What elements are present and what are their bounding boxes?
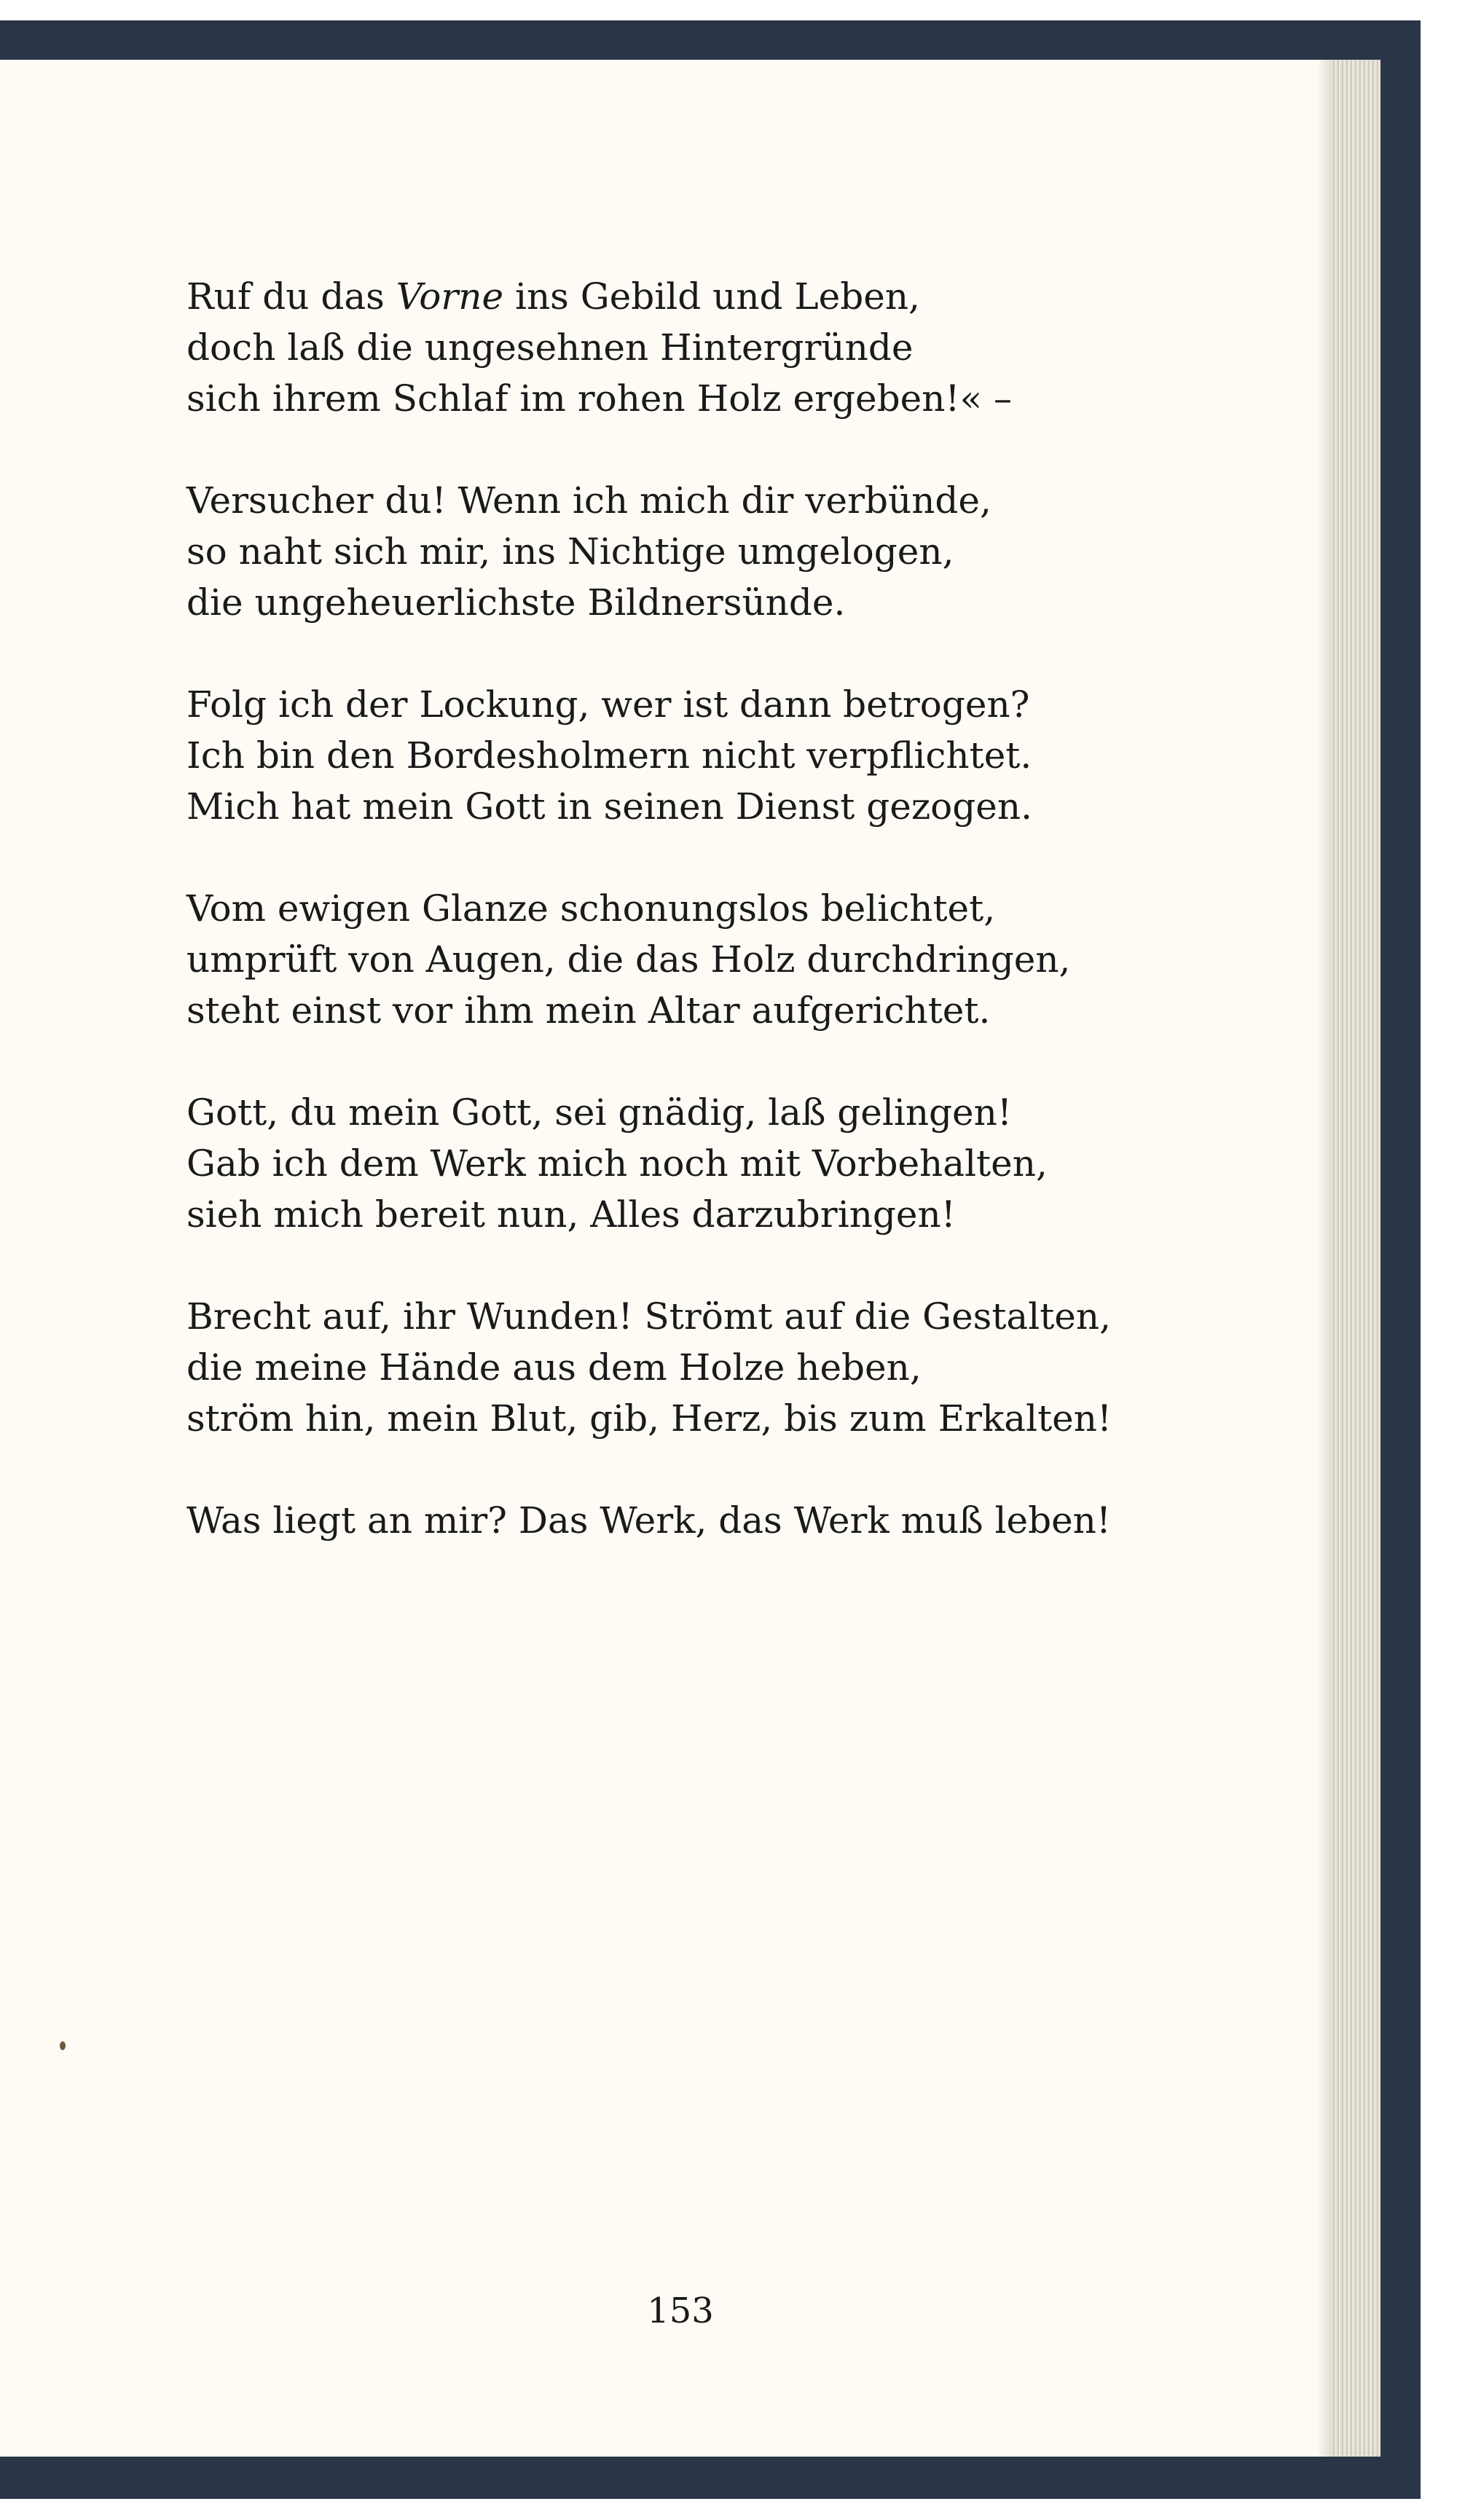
poem-line <box>186 1495 1308 1546</box>
line-text: so naht sich mir, ins Nichtige umgelogen, <box>186 530 954 573</box>
book-cover-bottom-edge <box>0 2457 1421 2499</box>
book-cover-right-edge <box>1381 20 1421 2499</box>
line-text: sich ihrem Schlaf im rohen Holz ergeben!« – <box>186 377 1012 420</box>
line-text: Ruf du das <box>186 275 396 318</box>
poem-line <box>186 1291 1308 1342</box>
poem-line <box>186 526 1308 577</box>
poem-line <box>186 934 1308 985</box>
line-text: Mich hat mein Gott in seinen Dienst gezogen. <box>186 785 1032 828</box>
line-text: Gab ich dem Werk mich noch mit Vorbehalten, <box>186 1142 1048 1185</box>
poem-line <box>186 577 1308 628</box>
poem-line <box>186 781 1308 832</box>
line-text: Ich bin den Bordesholmern nicht verpflichtet. <box>186 734 1032 777</box>
paper-speck <box>60 2041 66 2050</box>
stanza <box>186 679 1308 832</box>
stanza <box>186 1291 1308 1444</box>
poem-line <box>186 1189 1308 1240</box>
poem-line <box>186 1138 1308 1189</box>
line-text: Brecht auf, ihr Wunden! Strömt auf die Gestalten, <box>186 1295 1111 1338</box>
page-edges <box>1332 60 1381 2457</box>
poem-line <box>186 475 1308 526</box>
page-number: 153 <box>647 2291 714 2331</box>
poem-line <box>186 679 1308 730</box>
stanza <box>186 271 1308 424</box>
line-text: Was liegt an mir? Das Werk, das Werk muß leben! <box>186 1499 1111 1542</box>
line-text: sieh mich bereit nun, Alles darzubringen! <box>186 1193 956 1236</box>
line-text: Versucher du! Wenn ich mich dir verbünde, <box>186 479 991 522</box>
line-text: ström hin, mein Blut, gib, Herz, bis zum Erkalten! <box>186 1397 1112 1440</box>
page-gutter-shadow <box>1317 60 1332 2457</box>
poem-line <box>186 322 1308 373</box>
line-text: Gott, du mein Gott, sei gnädig, laß gelingen! <box>186 1091 1012 1134</box>
line-text: die ungeheuerlichste Bildnersünde. <box>186 581 846 624</box>
line-text: die meine Hände aus dem Holze heben, <box>186 1346 922 1389</box>
book-page <box>0 60 1332 2457</box>
line-text-after: ins Gebild und Leben, <box>503 275 920 318</box>
poem-line <box>186 985 1308 1036</box>
stanza <box>186 1495 1308 1546</box>
line-text: umprüft von Augen, die das Holz durchdringen, <box>186 938 1071 981</box>
stanza <box>186 475 1308 628</box>
stanza <box>186 883 1308 1036</box>
poem-text <box>186 271 1308 1597</box>
line-text: steht einst vor ihm mein Altar aufgerichtet. <box>186 989 991 1032</box>
line-text: doch laß die ungesehnen Hintergründe <box>186 326 914 369</box>
poem-line <box>186 271 1308 322</box>
poem-line <box>186 883 1308 934</box>
line-emphasis: Vorne <box>396 275 504 318</box>
stanza <box>186 1087 1308 1240</box>
poem-line <box>186 1393 1308 1444</box>
poem-line <box>186 1342 1308 1393</box>
poem-line <box>186 373 1308 424</box>
poem-line <box>186 730 1308 781</box>
line-text: Vom ewigen Glanze schonungslos belichtet, <box>186 887 996 930</box>
poem-line <box>186 1087 1308 1138</box>
book-cover-top-edge <box>0 20 1421 60</box>
line-text: Folg ich der Lockung, wer ist dann betrogen? <box>186 683 1030 726</box>
